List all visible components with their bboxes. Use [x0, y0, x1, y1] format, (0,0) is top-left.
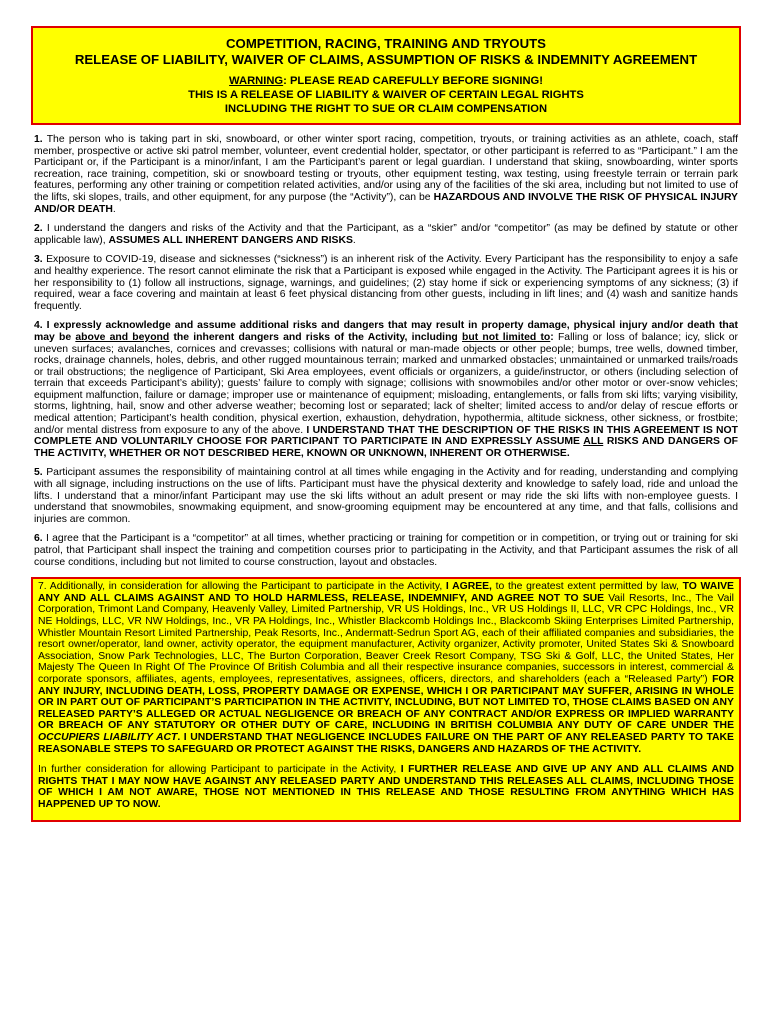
section-7-box [31, 577, 741, 822]
section-7-p2-bold: I FURTHER RELEASE AND GIVE UP ANY AND ALL CLAIMS AND RIGHTS THAT I MAY NOW HAVE AGAINST ANY RELEASED PARTY AND UNDERSTAND THIS RELEASES ALL CLAIMS, INCLUDING THOSE OF WHICH I AM NOT AWARE, THOSE NOT MENTIONED IN THIS RELEASE AND THOSE RESULTING FROM ANYTHING WHICH HAS HAPPENED UP TO NOW. [38, 764, 734, 810]
section-7-text-2: to the greatest extent permitted by law, [491, 581, 683, 593]
section-4 [34, 320, 738, 459]
section-4-bold-1: 4. I expressly acknowledge and assume additional risks and dangers that may result in property damage, physical injury and/or death that may be [34, 320, 738, 343]
warning-line-2: THIS IS A RELEASE OF LIABILITY & WAIVER OF CERTAIN LEGAL RIGHTS [188, 89, 584, 101]
section-7-act-name: OCCUPIERS LIABILITY ACT [38, 731, 178, 743]
warning-line-1 [39, 74, 733, 88]
section-6-text: I agree that the Participant is a “competitor” at all times, whether practicing or training for competition or in competition, or trying out or training for ski patrol, that Participant shall inspect the training and competition courses prior to participating in the Activity, and that Participant assumes the risk of all course conditions, including but not limited to course construction, layout and obstacles. [34, 533, 738, 568]
title-line-2: RELEASE OF LIABILITY, WAIVER OF CLAIMS, ASSUMPTION OF RISKS & INDEMNITY AGREEMENT [74, 52, 698, 67]
section-6 [34, 533, 738, 568]
section-7-p2-text: In further consideration for allowing Participant to participate in the Activity, [38, 764, 401, 776]
section-7-bold-2: TO WAIVE ANY AND ALL CLAIMS AGAINST AND TO HOLD HARMLESS, RELEASE, INDEMNIFY, AND AGREE NOT TO SUE [38, 581, 734, 604]
section-4-bold-5: RISKS AND DANGERS OF THE ACTIVITY, WHETHER OR NOT DESCRIBED HERE, KNOWN OR UNKNOWN, INHERENT OR OTHERWISE. [34, 436, 738, 459]
section-7-text-3: Vail Resorts, Inc., The Vail Corporation, Trimont Land Company, Heavenly Valley, Limited Partnership, VR US Holdings, Inc., VR US Holdings II, LLC, VR CPC Holdings, Inc., VR NE Holdings, LLC, VR NW Holdings, Inc., VR PA Holdings, Inc., Whistler Blackcomb Holdings Inc., Blackcomb Skiing Enterprises Limited Partnership, Whistler Mountain Resort Limited Partnership, Peak Resorts, Inc., Andermatt-Sedrun Sport AG, each of their affiliated companies and subsidiaries, the resort owner/operator, land owner, activity operator, the equipment manufacturer, Activity organizer, Activity promoter, United States Ski & Snowboard Association, Snow Park Technologies, LLC, The Burton Corporation, Beaver Creek Resort Company, TSG Ski & Golf, LLC, the United States, Her Majesty The Queen In Right Of The Province Of British Columbia and all their respective insurance companies, successors in interest, commercial & corporate sponsors, affiliates, agents, employees, representatives, assignees, officers, directors, and shareholders (each a “Released Party”) [38, 592, 734, 685]
section-4-bold-3: : [550, 331, 554, 343]
section-1 [34, 134, 738, 215]
section-4-bold-2: the inherent dangers and risks of the Activity, including [169, 331, 462, 343]
section-5 [34, 467, 738, 525]
warning-line-3: INCLUDING THE RIGHT TO SUE OR CLAIM COMPENSATION [224, 103, 548, 115]
section-2-end: . [352, 234, 356, 246]
title-line-1: COMPETITION, RACING, TRAINING AND TRYOUTS [226, 36, 546, 51]
section-3 [34, 254, 738, 312]
section-7-bold-3: FOR ANY INJURY, INCLUDING DEATH, LOSS, PROPERTY DAMAGE OR EXPENSE, WHICH I OR PARTICIPANT MAY SUFFER, ARISING IN WHOLE OR IN PART OUT OF PARTICIPANT’S PARTICIPATION IN THE ACTIVITY, INCLUDING, BUT NOT LIMITED TO, THOSE CLAIMS BASED ON ANY RELEASED PARTY’S ALLEGED OR ACTUAL NEGLIGENCE OR BREACH OF ANY CONTRACT AND/OR EXPRESS OR IMPLIED WARRANTY OR BREACH OF ANY STATUTORY OR OTHER DUTY OF CARE, INCLUDING IN BRITISH COLUMBIA ANY DUTY OF CARE UNDER THE [38, 673, 734, 732]
header-box [31, 26, 741, 125]
section-3-text: Exposure to COVID-19, disease and sicknesses (“sickness”) is an inherent risk of the Activity. Every Participant has the responsibility to enjoy a safe and healthy experience. The resort cannot eliminate the risk that a Participant is exposed while engaged in the Activity. The Participant agrees it is his or her responsibility to (1) follow all instructions, signage, warnings, and guidelines; (2) stay home if sick or experiencing symptoms of any sickness; (3) if required, wear a face covering and maintain at least 6 feet physical distancing from other guests, including in lift lines; and (4) wash and sanitize hands frequently. [34, 254, 738, 312]
waiver-document [31, 26, 741, 822]
section-2-bold: ASSUMES ALL INHERENT DANGERS AND RISKS [108, 234, 353, 246]
section-7-bold-4: . I UNDERSTAND THAT NEGLIGENCE INCLUDES FAILURE ON THE PART OF ANY RELEASED PARTY TO TAKE REASONABLE STEPS TO SAFEGUARD OR PROTECT AGAINST THE RISKS, DANGERS AND HAZARDS OF THE ACTIVITY. [38, 731, 734, 755]
section-7-bold-1: I AGREE, [445, 581, 492, 593]
section-5-number: 5. [34, 467, 43, 479]
section-1-text: The person who is taking part in ski, snowboard, or other winter sport racing, competition, tryouts, or training activities as an athlete, coach, staff member, prospective or active ski patrol member, volunteer, event credential holder, spectator, or other participant is referred to as “Participant.” I am the Participant or, if the Participant is a minor/infant, I am the Participant’s parent or legal guardian. I understand that skiing, snowboarding, winter sports recreation, race training, competition, ski or snowboard testing or tryouts, other equipment testing, wax testing, using freestyle terrain or terrain park features, performing any other training or competition related activities, and/or using any of the facilities of the ski area, including but not limited to use of the lifts, ski slopes, trails, and other equipment, for any purpose (the “Activity”), can be [34, 134, 738, 203]
section-4-bold-4: I UNDERSTAND THAT THE DESCRIPTION OF THE RISKS IN THIS AGREEMENT IS NOT COMPLETE AND VOLUNTARILY CHOOSE FOR PARTICIPANT TO PARTICIPATE IN AND EXPRESSLY ASSUME [34, 424, 738, 448]
section-7-paragraph-2 [38, 764, 734, 810]
section-4-underline-3: ALL [583, 436, 604, 448]
section-1-end: . [112, 203, 116, 215]
section-3-number: 3. [34, 254, 43, 266]
section-4-underline-2: but not limited to [462, 331, 551, 343]
section-1-number: 1. [34, 134, 43, 145]
warning-label: WARNING [229, 75, 284, 87]
section-7-text-1: 7. Additionally, in consideration for allowing the Participant to participate in the Activity, [38, 581, 446, 593]
section-6-number: 6. [34, 533, 43, 545]
section-5-text: Participant assumes the responsibility of maintaining control at all times while engaging in the Activity and for reading, understanding and complying with all signage, including instructions on the use of lifts. Participant must have the physical dexterity and knowledge to safely load, ride and unload the lifts. I understand that a minor/infant Participant may use the ski lifts without an adult present or may ride the ski lifts with non-employee guests. I understand that snowmobiles, snowmaking equipment, and snow-grooming equipment may be encountered at any time, and that falls, collisions and injuries are common. [34, 467, 738, 525]
section-7 [38, 581, 734, 755]
section-2-text: I understand the dangers and risks of the Activity and that the Participant, as a “skier” and/or “competitor” (as may be defined by statute or other applicable law), [34, 223, 738, 246]
section-4-text: Falling or loss of balance; icy, slick or uneven surfaces; avalanches, cornices and crevasses; collisions with natural or man-made objects or other people; bumps, tree wells, downed timber, rocks, drainage channels, holes, debris, and other rugged mountainous terrain; marked and unmarked obstacles; unmaintained or unmarked trails/roads or trail obstructions; the negligence of Participant, Ski Area employees, event officials or organizers, a guide/instructor, or others (including selection of terrain that exceeds Participant’s ability); guests’ failure to comply with signage; collisions with snowmobiles and/or other motor or over-snow vehicles; equipment malfunction, failure or damage; improper use or maintenance of equipment; misloading, entanglements, or falls from ski lifts; varying visibility, storms, lightning, hail, snow and other adverse weather; becoming lost or separated; lack of shelter; limited access to and/or delay of rescue efforts or medical attention; Participant’s health condition, physical exertion, exhaustion, dehydration, hypothermia, altitude sickness, other sickness, or frostbite; and/or mental distress from exposure to any of the above. [34, 331, 739, 436]
section-1-bold: HAZARDOUS AND INVOLVE THE RISK OF PHYSICAL INJURY AND/OR DEATH [34, 191, 738, 215]
section-2-number: 2. [34, 223, 43, 235]
section-4-underline-1: above and beyond [75, 331, 170, 343]
section-2 [34, 223, 738, 246]
warning-rest: : PLEASE READ CAREFULLY BEFORE SIGNING! [283, 75, 543, 87]
